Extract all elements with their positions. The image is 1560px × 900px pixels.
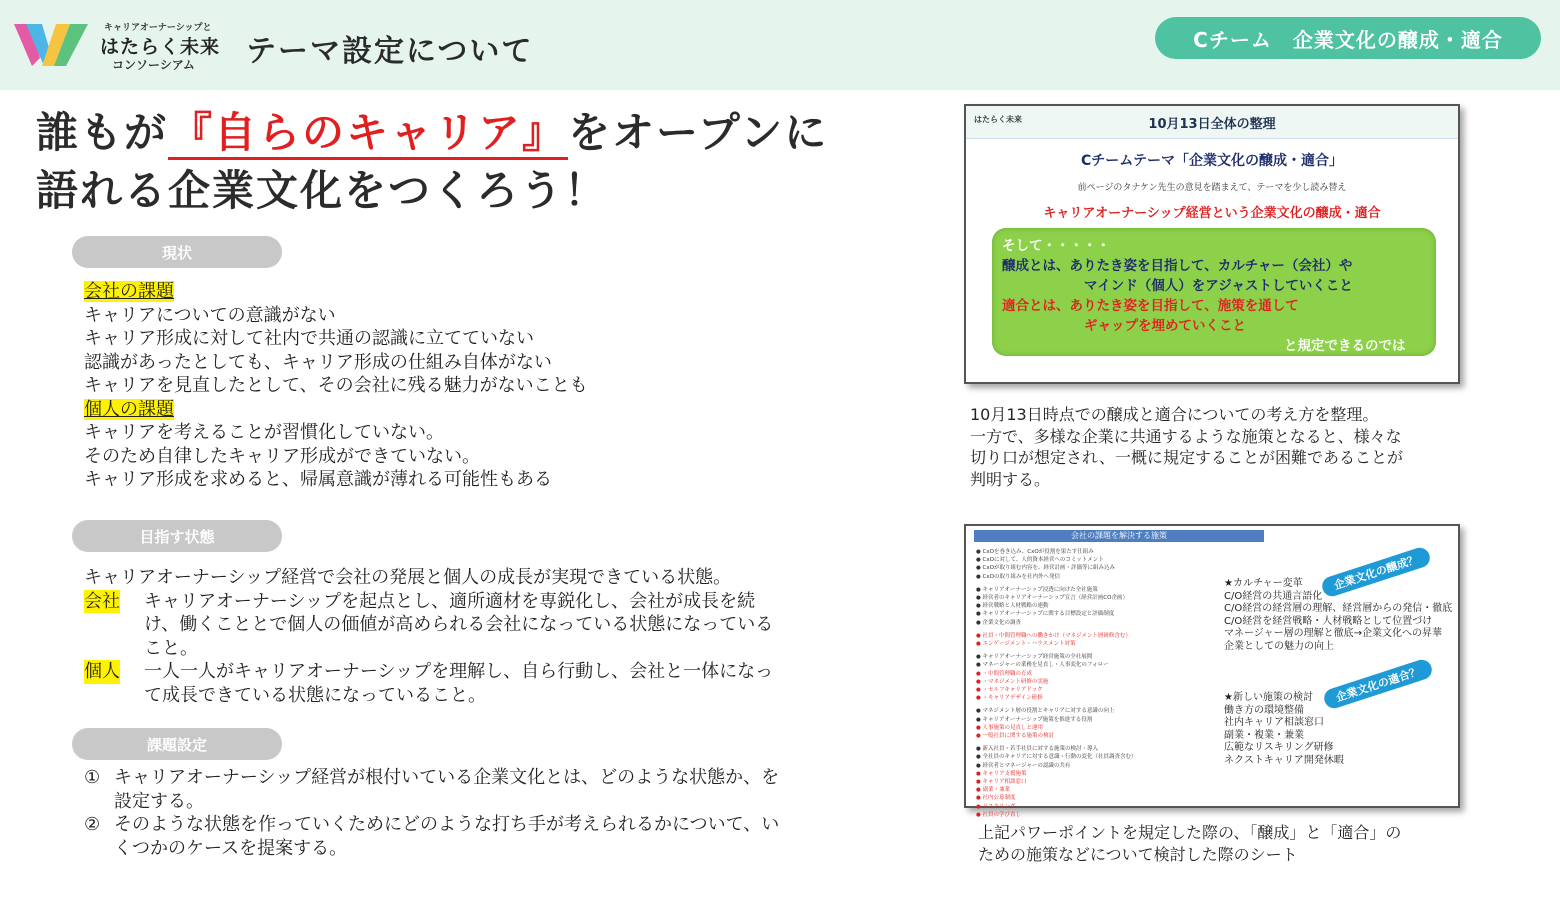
- slide-logo: はたらく未来: [974, 115, 1022, 124]
- slide2-list-item: ● キャリアオーナーシップに関する目標設定と評価制度: [976, 611, 1115, 618]
- box-line: と規定できるのでは: [1284, 338, 1406, 354]
- slide2-list-item: ● 一般社員に関する施策の検討: [976, 733, 1055, 740]
- slide2-list-item: ● 企業文化の調査: [976, 619, 1022, 626]
- slide-thumbnail-measures[interactable]: [964, 524, 1460, 818]
- slide2-list-item: ● マネージャーの業務を見直し・人事変化のフォロー: [976, 662, 1109, 669]
- slide2-list-item: ● エンゲージメント・ハラスメント対策: [976, 641, 1076, 648]
- slide2-list-item: ● 経営者とマネージャーの認識の共有: [976, 762, 1071, 769]
- header-bar: [0, 0, 1560, 90]
- slide-definition-box: [992, 228, 1436, 356]
- slide2-culture-block: [1224, 578, 1452, 653]
- caption-line: 判明する。: [970, 469, 1051, 489]
- slide2-block-line: ★カルチャー変革: [1224, 578, 1303, 589]
- w-logo-icon: [12, 18, 92, 70]
- task-text: キャリアオーナーシップ経営が根付いている企業文化とは、どのような状態か、を設定する。: [114, 767, 780, 812]
- personal-issue-line: キャリアを考えることが習慣化していない。: [84, 422, 444, 443]
- caption-line: 切り口が想定され、一概に規定することが困難であることが: [970, 448, 1403, 467]
- slide-theme: Cチームテーマ「企業文化の醸成・適合」: [1081, 153, 1343, 169]
- headline-part1: 誰もが: [36, 108, 169, 157]
- box-line: 醸成とは、ありたき姿を目指して、カルチャー（会社）や: [1002, 258, 1353, 274]
- slide2-block-line: 広範なリスキリング研修: [1224, 742, 1334, 753]
- slide2-list-item: ● マネジメント層の役割とキャリアに対する意識の向上: [976, 708, 1115, 715]
- slide2-header: 会社の課題を解決する施策: [974, 530, 1264, 542]
- caption-measures: [978, 822, 1401, 865]
- headline-line2: 語れる企業文化をつくろう！: [36, 166, 609, 215]
- slide-note: 前ページのタナケン先生の意見を踏まえて、テーマを少し読み替え: [1077, 183, 1347, 193]
- consortium-logo[interactable]: [12, 18, 221, 74]
- slide2-list-item: ● ・キャリアデザイン研修: [976, 695, 1043, 702]
- headline: [36, 104, 916, 220]
- slide2-block-line: 副業・複業・兼業: [1224, 729, 1304, 741]
- company-issue-line: 認識があったとしても、キャリア形成の仕組み自体がない: [84, 351, 552, 373]
- slide2-tag-fit: 企業文化の適合？: [1322, 657, 1435, 711]
- logo-subname: コンソーシアム: [112, 58, 195, 72]
- slide2-measures-block: [1224, 692, 1344, 767]
- box-line: 適合とは、ありたき姿を目指して、施策を通して: [1002, 298, 1299, 314]
- goal-state-block: [84, 566, 784, 707]
- slide-thumbnail-summary[interactable]: [964, 104, 1460, 384]
- slide2-list-item: ● ・中間管理職の育成: [976, 670, 1033, 677]
- slide2-measure-list: [976, 548, 1216, 824]
- company-issue-line: キャリアについての意識がない: [84, 304, 336, 326]
- company-issue-line: キャリアを見直したとして、その会社に残る魅力がないことも: [84, 375, 588, 396]
- slide2-block-line: C/O経営を経営戦略・人材戦略として位置づけ: [1224, 615, 1433, 627]
- personal-issue-line: キャリア形成を求めると、帰属意識が薄れる可能性もある: [84, 469, 552, 490]
- slide2-list-item: ● 社内公募制度: [976, 795, 1016, 802]
- box-line: マインド（個人）をアジャストしていくこと: [1084, 278, 1353, 294]
- personal-issue-line: そのため自律したキャリア形成ができていない。: [84, 445, 480, 467]
- headline-part2: をオープンに: [568, 108, 829, 157]
- goal-person-label: 個人: [84, 661, 120, 682]
- goal-state-pill: 目指す状態: [72, 520, 282, 552]
- caption-summary: [970, 404, 1403, 490]
- company-issue-line: キャリア形成に対して社内で共通の認識に立てていない: [84, 328, 534, 349]
- page-title: テーマ設定について: [246, 34, 534, 69]
- goal-intro: キャリアオーナーシップ経営で会社の発展と個人の成長が実現できている状態。: [84, 567, 732, 588]
- headline-highlight: 『自らのキャリア』: [168, 108, 568, 160]
- caption-line: ための施策などについて検討した際のシート: [978, 844, 1298, 864]
- task-text: そのような状態を作っていくためにどのような打ち手が考えられるかについて、いくつかのケースを提案する。: [114, 814, 780, 859]
- task-number: ②: [84, 814, 101, 835]
- slide2-list-item: ● 経営者のキャリアオーナーシップ宣言（経営計画CO企画）: [976, 595, 1128, 602]
- caption-line: 一方で、多様な企業に共通するような施策となると、様々な: [970, 426, 1402, 446]
- slide2-list-item: ● CxOを巻き込み、CxOが役割を果たす仕組み: [976, 549, 1094, 555]
- slide2-block-line: ★新しい施策の検討: [1224, 692, 1313, 703]
- slide2-list-item: ● CxOの取り組みを社内外へ発信: [976, 573, 1060, 580]
- slide2-block-line: C/O経営の共通言語化: [1224, 590, 1323, 602]
- slide2-list-item: ● 社員・中間管理職への働きかけ（マネジメント層研修含む）: [976, 632, 1131, 639]
- caption-line: 10月13日時点での醸成と適合についての考え方を整理。: [970, 405, 1379, 424]
- slide2-list-item: ● 人事施策の見直しと運用: [976, 724, 1044, 731]
- slide2-block-line: 企業としての魅力の向上: [1224, 640, 1334, 652]
- slide-red-title: キャリアオーナーシップ経営という企業文化の醸成・適合: [1043, 206, 1381, 221]
- box-line: そして・・・・・: [1002, 238, 1110, 254]
- personal-issue-heading: 個人の課題: [84, 398, 174, 420]
- slide2-block-line: 社内キャリア相談窓口: [1224, 717, 1324, 728]
- caption-line: 上記パワーポイントを規定した際の、「醸成」と「適合」の: [978, 823, 1402, 842]
- goal-person-text: 一人一人がキャリアオーナーシップを理解し、自ら行動し、会社と一体になって成長できている状態になっていること。: [144, 661, 774, 706]
- task-number: ①: [84, 767, 101, 788]
- logo-tagline: キャリアオーナーシップと: [104, 23, 212, 33]
- current-state-pill: 現状: [72, 236, 282, 268]
- goal-company-label: 会社: [84, 590, 120, 612]
- slide2-block-line: 働き方の環境整備: [1224, 704, 1304, 716]
- slide2-list-item: ● CxOが取り組む内容を、経営計画・評価等に組み込み: [976, 565, 1115, 572]
- slide2-list-item: ● 経営戦略と人材戦略の連動: [976, 603, 1049, 610]
- slide2-list-item: ● ・マネジメント研修の実施: [976, 678, 1049, 685]
- slide2-tag-nurture: 企業文化の醸成？: [1320, 545, 1433, 599]
- slide2-list-item: ● 社員の学び直し: [976, 811, 1022, 818]
- slide2-list-item: ● ・セルフキャリアドック: [976, 687, 1043, 694]
- logo-name: はたらく未来: [100, 36, 221, 58]
- slide2-list-item: ● キャリアオーナーシップ経営施策の全社展開: [976, 654, 1093, 661]
- slide2-block-line: マネージャー層の理解と徹底→企業文化への昇華: [1224, 628, 1442, 639]
- slide2-list-item: ● 全社員のキャリアに対する意識・行動の変化（社員調査含む）: [976, 754, 1137, 761]
- team-badge: Cチーム 企業文化の醸成・適合: [1155, 17, 1541, 59]
- slide2-block-line: ネクストキャリア開発休暇: [1224, 754, 1344, 766]
- company-issue-heading: 会社の課題: [84, 281, 174, 302]
- slide2-block-line: C/O経営の経営層の理解、経営層からの発信・徹底: [1224, 603, 1453, 614]
- current-state-block: [84, 280, 588, 492]
- task-setting-pill: 課題設定: [72, 728, 282, 760]
- slide-date-title: 10月13日全体の整理: [1148, 117, 1276, 132]
- goal-company-text: キャリアオーナーシップを起点とし、適所適材を専鋭化し、会社が成長を続け、働くこととで個人の価値が高められる会社になっている状態になっていること。: [144, 590, 774, 659]
- slide2-list-item: ● 副業・兼業: [976, 787, 1011, 794]
- slide2-list-item: ● CxOに対して、人的資本経営へのコミットメント: [976, 557, 1104, 564]
- slide2-list-item: ● キャリアオーナーシップ浸透に向けた全社施策: [976, 586, 1098, 593]
- slide2-list-item: ● リスキリング: [976, 803, 1016, 810]
- task-setting-block: [84, 766, 784, 860]
- slide2-list-item: ● 新入社員・若手社員に対する施策の検討・導入: [976, 746, 1099, 753]
- slide2-list-item: ● キャリア支援施策: [976, 770, 1027, 777]
- slide2-list-item: ● キャリアオーナーシップ施策を推進する役割: [976, 716, 1093, 723]
- slide2-list-item: ● キャリア相談窓口: [976, 779, 1027, 786]
- box-line: ギャップを埋めていくこと: [1084, 318, 1246, 334]
